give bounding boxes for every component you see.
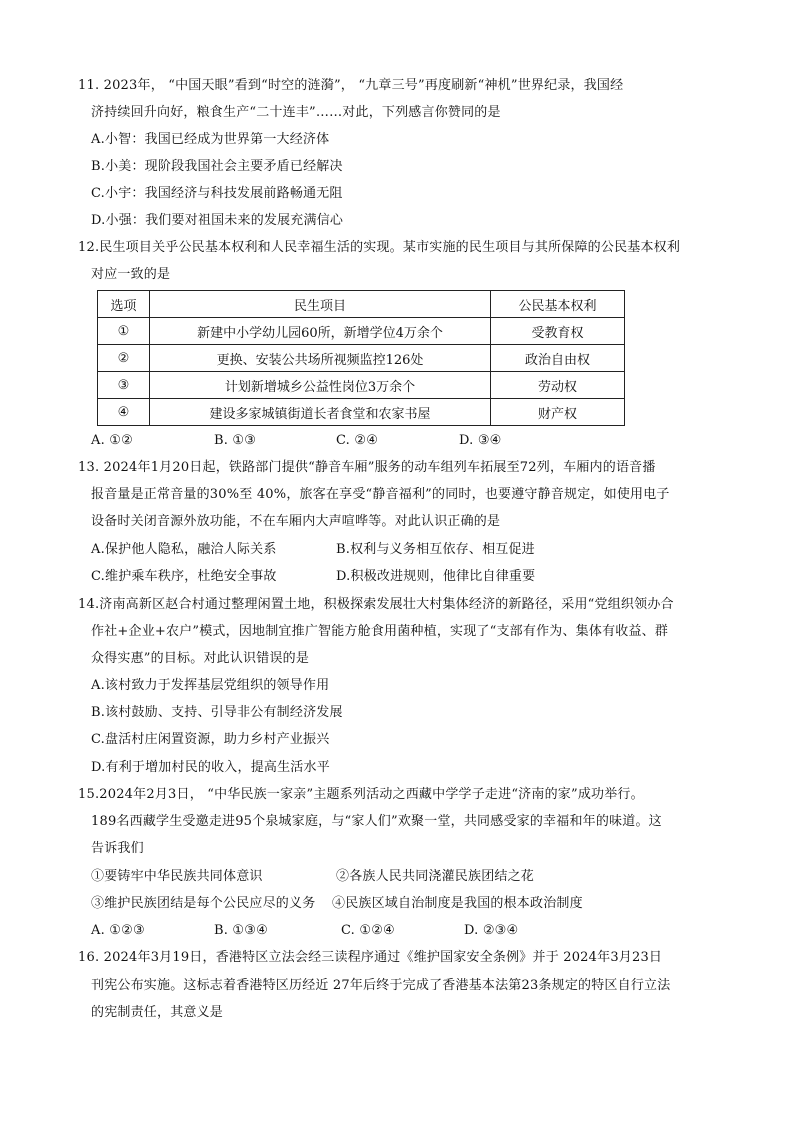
q14-stem-line-1: 14.济南高新区赵合村通过整理闲置土地，积极探索发展壮大村集体经济的新路径，采用“党组织领办合 [78, 597, 674, 612]
table-cell: 财产权 [491, 399, 625, 426]
table-row [98, 318, 625, 345]
q13-stem-line-2: 报音量是正常音量的30%至 40%，旅客在享受“静音福利”的同时，也要遵守静音规定，如使用电子 [91, 487, 670, 502]
table-cell: 建设多家城镇街道长者食堂和农家书屋 [150, 399, 491, 426]
table-header-cell: 公民基本权利 [491, 291, 625, 318]
q16-stem-line-3: 的宪制责任，其意义是 [91, 1005, 224, 1020]
q15-stem-line-1: 15.2024年2月3日， “中华民族一家亲”主题系列活动之西藏中学学子走进“济南的家”成功举行。 [78, 787, 644, 802]
q13-stem-line-3: 设备时关闭音源外放功能，不在车厢内大声喧哗等。对此认识正确的是 [91, 514, 501, 529]
q12-answer-c: C. ②④ [336, 433, 379, 448]
table-header-cell: 民生项目 [150, 291, 491, 318]
q14-option-a: A.该村致力于发挥基层党组织的领导作用 [91, 678, 330, 693]
q14-option-c: C.盘活村庄闲置资源，助力乡村产业振兴 [91, 732, 330, 747]
q12-answer-d: D. ③④ [459, 433, 502, 448]
q16-stem-line-1: 16. 2024年3月19日，香港特区立法会经三读程序通过《维护国家安全条例》并于 2024年3月23日 [78, 950, 663, 965]
table-row [98, 345, 625, 372]
table-cell: 政治自由权 [491, 345, 625, 372]
table-cell: ④ [98, 399, 150, 426]
q11-stem-line-1: 11. 2023年， “中国天眼”看到“时空的涟漪”， “九章三号”再度刷新“神机”世界纪录，我国经 [78, 78, 624, 93]
q16-stem-line-2: 刊宪公布实施。这标志着香港特区历经近 27年后终于完成了香港基本法第23条规定的特区自行立法 [91, 978, 671, 993]
q15-statement-4: ④民族区域自治制度是我国的根本政治制度 [332, 896, 583, 911]
table-cell: 新建中小学幼儿园60所，新增学位4万余个 [150, 318, 491, 345]
table-cell: ① [98, 318, 150, 345]
q15-stem-line-3: 告诉我们 [91, 841, 144, 856]
q13-option-a: A.保护他人隐私，融洽人际关系 [91, 542, 277, 557]
q11-option-a: A.小智：我国已经成为世界第一大经济体 [91, 132, 330, 147]
table-row [98, 399, 625, 426]
q13-option-d: D.积极改进规则，他律比自律重要 [336, 569, 536, 584]
q12-stem-line-2: 对应一致的是 [91, 267, 171, 282]
table-header-row [98, 291, 625, 318]
q12-answer-b: B. ①③ [214, 433, 257, 448]
table-cell: ③ [98, 372, 150, 399]
q12-answer-a: A. ①② [91, 433, 133, 448]
q15-statement-1: ①要铸牢中华民族共同体意识 [91, 869, 263, 884]
table-cell: 计划新增城乡公益性岗位3万余个 [150, 372, 491, 399]
q11-option-d: D.小强：我们要对祖国未来的发展充满信心 [91, 213, 344, 228]
q13-option-b: B.权利与义务相互依存、相互促进 [336, 542, 535, 557]
q15-statement-3: ③维护民族团结是每个公民应尽的义务 [91, 896, 316, 911]
q12-stem-line-1: 12.民生项目关乎公民基本权利和人民幸福生活的实现。某市实施的民生项目与其所保障的公民基本权利 [78, 240, 681, 255]
q15-stem-line-2: 189名西藏学生受邀走进95个泉城家庭，与“家人们”欢聚一堂，共同感受家的幸福和年的味道。这 [91, 814, 662, 829]
q11-option-c: C.小宇：我国经济与科技发展前路畅通无阻 [91, 186, 343, 201]
q15-answer-a: A. ①②③ [91, 923, 145, 938]
table-cell: 受教育权 [491, 318, 625, 345]
q15-answer-c: C. ①②④ [341, 923, 395, 938]
table-cell: 更换、安装公共场所视频监控126处 [150, 345, 491, 372]
q11-option-b: B.小美：现阶段我国社会主要矛盾已经解决 [91, 159, 343, 174]
table-header-cell: 选项 [98, 291, 150, 318]
q14-option-d: D.有利于增加村民的收入，提高生活水平 [91, 760, 330, 775]
table-row [98, 372, 625, 399]
q13-option-c: C.维护乘车秩序，杜绝安全事故 [91, 569, 277, 584]
table-cell: 劳动权 [491, 372, 625, 399]
q15-answer-b: B. ①③④ [214, 923, 268, 938]
q13-stem-line-1: 13. 2024年1月20日起，铁路部门提供“静音车厢”服务的动车组列车拓展至72列，车厢内的语音播 [78, 460, 656, 475]
q12-rights-table [97, 290, 625, 426]
q14-stem-line-2: 作社+企业+农户”模式，因地制宜推广智能方舱食用菌种植，实现了“支部有作为、集体有收益、群 [91, 624, 669, 639]
q11-stem-line-2: 济持续回升向好，粮食生产“二十连丰”……对此，下列感言你赞同的是 [91, 105, 501, 120]
q15-statement-2: ②各族人民共同浇灌民族团结之花 [336, 869, 535, 884]
q15-answer-d: D. ②③④ [464, 923, 519, 938]
q14-option-b: B.该村鼓励、支持、引导非公有制经济发展 [91, 705, 343, 720]
q14-stem-line-3: 众得实惠”的目标。对此认识错误的是 [91, 651, 310, 666]
table-cell: ② [98, 345, 150, 372]
